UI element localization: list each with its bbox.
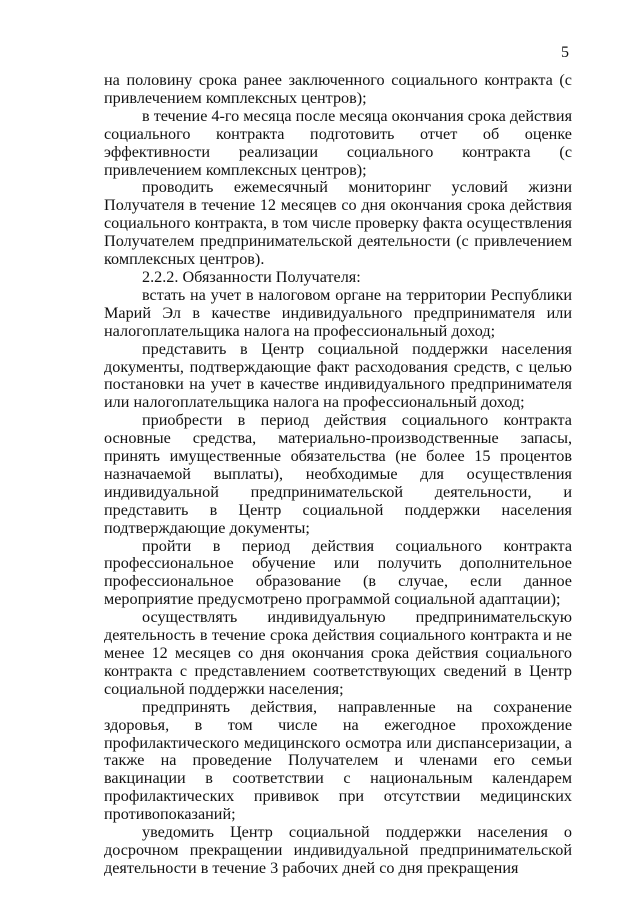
paragraph-acquire-assets: приобрести в период действия социального контракта основные средства, материально-производственные запасы, принять имущественные обязательства (не более 15 процентов назначаемой выплаты), необходимые для осуществления индивидуальной предпринимательской деятельности, и представить в Центр социальной поддержки населения подтверждающие документы; <box>104 411 572 537</box>
paragraph-professional-training: пройти в период действия социального контракта профессиональное обучение или получить дополнительное профессиональное образование (в случае, если данное мероприятие предусмотрено программой социальной адаптации); <box>104 536 572 609</box>
page-number: 5 <box>561 44 569 61</box>
section-heading-recipient-obligations: 2.2.2. Обязанности Получателя: <box>142 267 361 286</box>
paragraph-continuation: на половину срока ранее заключенного социального контракта (с привлечением комплексных центров); <box>104 71 572 107</box>
paragraph-early-termination-notice: уведомить Центр социальной поддержки населения о досрочном прекращении индивидуальной предпринимательской деятельности в течение 3 рабочих дней со дня прекращения <box>104 823 572 877</box>
paragraph-conduct-business: осуществлять индивидуальную предпринимательскую деятельность в течение срока действия социального контракта и не менее 12 месяцев со дня окончания срока действия социального контракта с представлением соответствующих сведений в Центр социальной поддержки населения; <box>104 608 572 698</box>
paragraph-health-measures: предпринять действия, направленные на сохранение здоровья, в том числе на ежегодное прохождение профилактического медицинского осмотра или диспансеризации, а также на проведение Получателем и членами его семьи вакцинации в соответствии с национальным календарем профилактических прививок при отсутствии медицинских противопоказаний; <box>104 697 572 824</box>
paragraph-monthly-monitoring: проводить ежемесячный мониторинг условий жизни Получателя в течение 12 месяцев со дня окончания срока действия социального контракта, в том числе проверку факта осуществления Получателем предпринимательской деятельности (с привлечением комплексных центров). <box>104 178 572 269</box>
paragraph-tax-registration: встать на учет в налоговом органе на территории Республики Марий Эл в качестве индивидуального предпринимателя или налогоплательщика налога на профессиональный доход; <box>104 285 572 340</box>
document-body <box>104 72 572 878</box>
paragraph-report-preparation: в течение 4-го месяца после месяца окончания срока действия социального контракта подготовить отчет об оценке эффективности реализации социального контракта (с привлечением комплексных центров); <box>104 106 573 179</box>
paragraph-expense-documents: представить в Центр социальной поддержки населения документы, подтверждающие факт расходования средств, с целью постановки на учет в качестве индивидуального предпринимателя или налогоплательщика налога на профессиональный доход; <box>104 339 572 412</box>
